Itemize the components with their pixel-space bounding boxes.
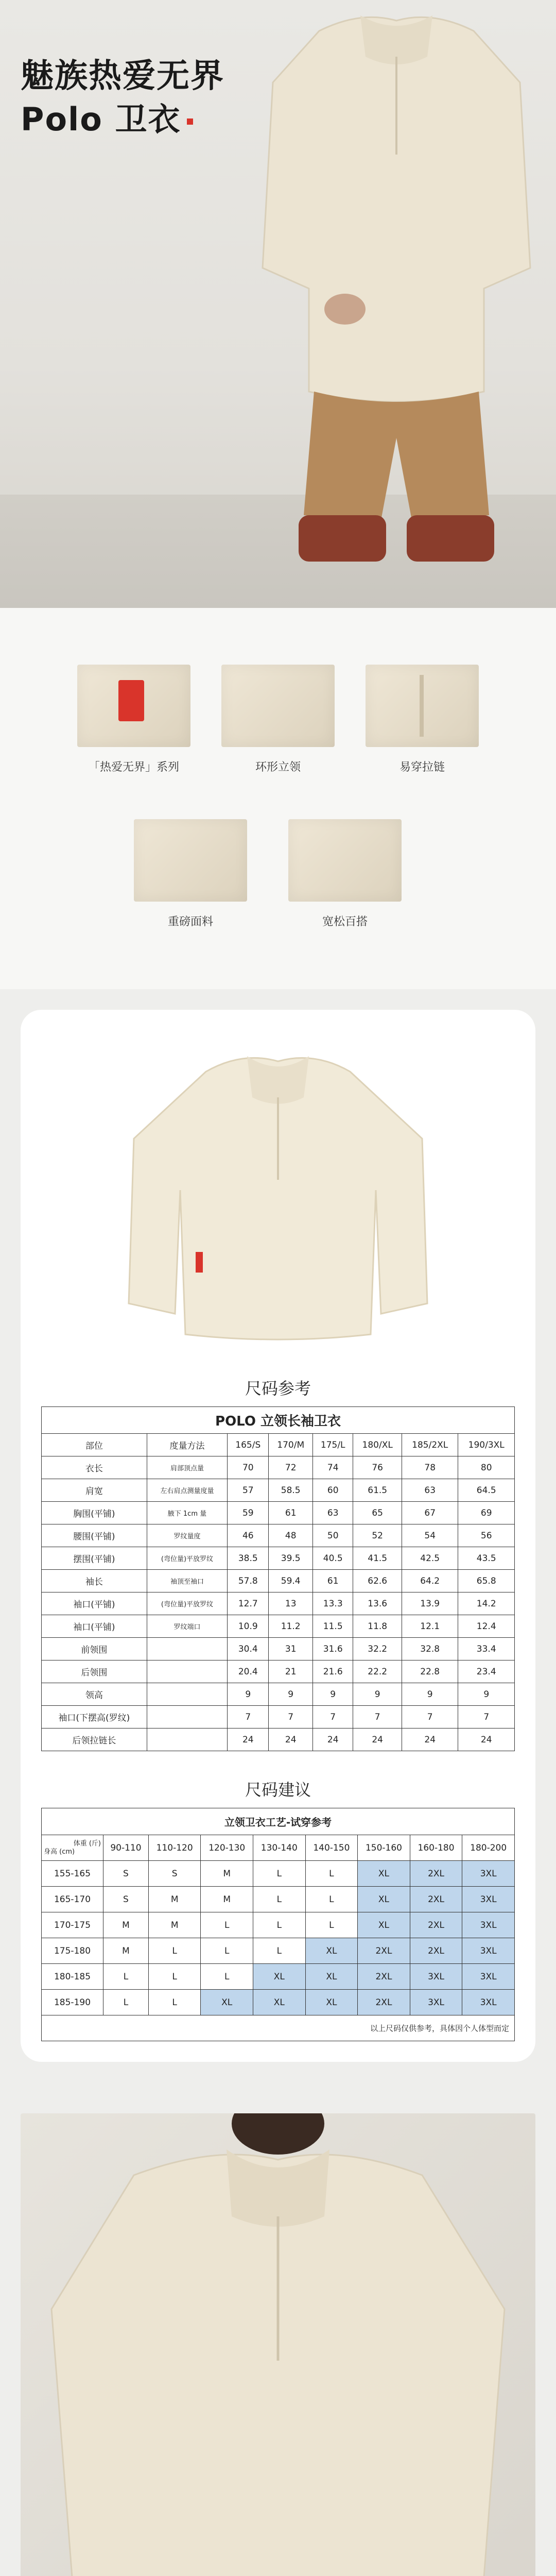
size-ref-row	[42, 1660, 515, 1683]
size-value-cell: 13	[269, 1592, 313, 1615]
size-value-cell: 70	[228, 1456, 269, 1479]
suggest-size-cell: 2XL	[358, 1990, 410, 2015]
suggest-size-cell: S	[103, 1887, 149, 1912]
suggest-size-cell: XL	[253, 1990, 306, 2015]
size-value-cell: 7	[353, 1706, 402, 1728]
suggest-size-cell: 2XL	[358, 1964, 410, 1990]
size-value-cell: 65	[353, 1502, 402, 1524]
size-suggest-row	[42, 1964, 515, 1990]
size-value-cell: 9	[402, 1683, 458, 1706]
size-value-cell: 61	[313, 1570, 353, 1592]
size-suggest-table	[41, 1808, 515, 2041]
size-ref-body	[42, 1456, 515, 1751]
size-value-cell: 12.1	[402, 1615, 458, 1638]
part-cell: 袖口(平铺)	[42, 1592, 147, 1615]
part-cell: 肩宽	[42, 1479, 147, 1502]
hero-banner	[0, 0, 556, 608]
suggest-size-cell: XL	[358, 1861, 410, 1887]
size-ref-row	[42, 1547, 515, 1570]
size-value-cell: 22.2	[353, 1660, 402, 1683]
suggest-size-cell: M	[201, 1861, 253, 1887]
suggest-size-cell: XL	[358, 1887, 410, 1912]
size-ref-row	[42, 1728, 515, 1751]
size-value-cell: 21.6	[313, 1660, 353, 1683]
suggest-size-cell: L	[148, 1990, 201, 2015]
size-value-cell: 24	[269, 1728, 313, 1751]
suggest-size-cell: L	[305, 1887, 358, 1912]
size-value-cell: 30.4	[228, 1638, 269, 1660]
size-value-cell: 11.5	[313, 1615, 353, 1638]
size-value-cell: 38.5	[228, 1547, 269, 1570]
red-dot-accent	[187, 118, 193, 125]
size-ref-table	[41, 1406, 515, 1751]
size-value-cell: 57.8	[228, 1570, 269, 1592]
method-cell: 肩部顶点量	[147, 1456, 227, 1479]
corner-weight-label: 体重 (斤)	[73, 1839, 101, 1848]
part-cell: 后领围	[42, 1660, 147, 1683]
hero-model-illustration	[242, 0, 551, 608]
suggest-size-cell: 2XL	[410, 1887, 462, 1912]
weight-header-cell: 140-150	[305, 1835, 358, 1861]
feature-fabric-caption: 重磅面料	[167, 916, 213, 928]
size-value-cell: 76	[353, 1456, 402, 1479]
size-chart-section	[0, 989, 556, 2093]
method-cell: (弯位量)平放罗纹	[147, 1592, 227, 1615]
size-value-cell: 31	[269, 1638, 313, 1660]
suggest-size-cell: XL	[358, 1912, 410, 1938]
feature-zipper	[366, 665, 479, 774]
part-cell: 衣长	[42, 1456, 147, 1479]
size-value-cell: 74	[313, 1456, 353, 1479]
part-cell: 袖口(下摆高(罗纹)	[42, 1706, 147, 1728]
suggest-size-cell: 3XL	[462, 1861, 515, 1887]
feature-collar	[221, 665, 335, 774]
part-cell: 袖长	[42, 1570, 147, 1592]
size-ref-row	[42, 1456, 515, 1479]
size-ref-row	[42, 1570, 515, 1592]
size-value-cell: 7	[402, 1706, 458, 1728]
size-value-cell: 24	[402, 1728, 458, 1751]
feature-fabric-image	[134, 819, 247, 902]
size-value-cell: 46	[228, 1524, 269, 1547]
size-value-cell: 50	[313, 1524, 353, 1547]
height-cell: 175-180	[42, 1938, 103, 1964]
suggest-size-cell: L	[201, 1912, 253, 1938]
size-value-cell: 24	[313, 1728, 353, 1751]
suggest-size-cell: 3XL	[410, 1964, 462, 1990]
header-cell: 部位	[42, 1434, 147, 1456]
model-photos-section	[0, 2093, 556, 2576]
hero-title	[21, 57, 224, 139]
size-value-cell: 22.8	[402, 1660, 458, 1683]
suggest-size-cell: XL	[201, 1990, 253, 2015]
header-cell: 175/L	[313, 1434, 353, 1456]
size-value-cell: 23.4	[458, 1660, 515, 1683]
weight-header-cell: 160-180	[410, 1835, 462, 1861]
feature-fit-caption: 宽松百搭	[322, 916, 368, 928]
method-cell	[147, 1706, 227, 1728]
suggest-size-cell: S	[103, 1861, 149, 1887]
size-suggest-row	[42, 1887, 515, 1912]
size-value-cell: 12.7	[228, 1592, 269, 1615]
size-ref-header-row	[42, 1434, 515, 1456]
weight-header-cell: 150-160	[358, 1835, 410, 1861]
feature-grid	[0, 608, 556, 989]
size-value-cell: 63	[313, 1502, 353, 1524]
feature-zipper-caption: 易穿拉链	[399, 761, 445, 774]
suggest-size-cell: M	[103, 1912, 149, 1938]
size-value-cell: 13.9	[402, 1592, 458, 1615]
suggest-size-cell: L	[305, 1861, 358, 1887]
size-value-cell: 59.4	[269, 1570, 313, 1592]
size-value-cell: 41.5	[353, 1547, 402, 1570]
weight-header-cell: 110-120	[148, 1835, 201, 1861]
part-cell: 摆围(平铺)	[42, 1547, 147, 1570]
suggest-size-cell: L	[253, 1912, 306, 1938]
part-cell: 后领拉链长	[42, 1728, 147, 1751]
size-suggest-row	[42, 1861, 515, 1887]
size-value-cell: 7	[313, 1706, 353, 1728]
suggest-size-cell: 3XL	[462, 1938, 515, 1964]
suggest-size-cell: 3XL	[462, 1964, 515, 1990]
size-value-cell: 39.5	[269, 1547, 313, 1570]
suggest-size-cell: M	[103, 1938, 149, 1964]
size-value-cell: 9	[228, 1683, 269, 1706]
corner-cell	[42, 1835, 103, 1861]
height-cell: 155-165	[42, 1861, 103, 1887]
height-cell: 180-185	[42, 1964, 103, 1990]
suggest-size-cell: L	[103, 1964, 149, 1990]
height-cell: 185-190	[42, 1990, 103, 2015]
suggest-size-cell: L	[148, 1938, 201, 1964]
hero-title-line2: Polo 卫衣	[21, 100, 181, 138]
height-cell: 170-175	[42, 1912, 103, 1938]
header-cell: 185/2XL	[402, 1434, 458, 1456]
header-cell: 180/XL	[353, 1434, 402, 1456]
size-value-cell: 11.2	[269, 1615, 313, 1638]
tag-label-icon	[118, 680, 144, 721]
model-photo-large	[21, 2113, 535, 2576]
size-suggest-body	[42, 1861, 515, 2015]
suggest-size-cell: 2XL	[410, 1912, 462, 1938]
header-cell: 165/S	[228, 1434, 269, 1456]
suggest-size-cell: L	[103, 1990, 149, 2015]
size-value-cell: 60	[313, 1479, 353, 1502]
size-value-cell: 62.6	[353, 1570, 402, 1592]
suggest-size-cell: 3XL	[462, 1990, 515, 2015]
size-value-cell: 43.5	[458, 1547, 515, 1570]
method-cell: 罗纹端口	[147, 1615, 227, 1638]
method-cell	[147, 1728, 227, 1751]
size-value-cell: 13.3	[313, 1592, 353, 1615]
sweatshirt-icon	[118, 1036, 438, 1345]
suggest-size-cell: XL	[305, 1990, 358, 2015]
method-cell: 罗纹量度	[147, 1524, 227, 1547]
feature-series-caption: 「热爱无界」系列	[88, 761, 179, 774]
size-value-cell: 64.2	[402, 1570, 458, 1592]
size-suggest-table-title: 立领卫衣工艺-试穿参考	[42, 1808, 515, 1835]
size-suggest-row	[42, 1912, 515, 1938]
size-suggest-header-row	[42, 1835, 515, 1861]
size-ref-row	[42, 1592, 515, 1615]
size-ref-row	[42, 1502, 515, 1524]
size-value-cell: 13.6	[353, 1592, 402, 1615]
size-value-cell: 61	[269, 1502, 313, 1524]
suggest-size-cell: 3XL	[462, 1887, 515, 1912]
size-value-cell: 21	[269, 1660, 313, 1683]
size-value-cell: 58.5	[269, 1479, 313, 1502]
size-suggest-note: 以上尺码仅供参考，具体因个人体型而定	[42, 2015, 515, 2041]
size-value-cell: 63	[402, 1479, 458, 1502]
suggest-size-cell: L	[253, 1887, 306, 1912]
size-value-cell: 59	[228, 1502, 269, 1524]
size-value-cell: 42.5	[402, 1547, 458, 1570]
size-value-cell: 32.2	[353, 1638, 402, 1660]
feature-collar-caption: 环形立领	[255, 761, 301, 774]
corner-height-label: 身高 (cm)	[44, 1848, 75, 1856]
feature-fit	[288, 819, 402, 929]
size-value-cell: 12.4	[458, 1615, 515, 1638]
size-value-cell: 56	[458, 1524, 515, 1547]
size-value-cell: 33.4	[458, 1638, 515, 1660]
size-value-cell: 40.5	[313, 1547, 353, 1570]
suggest-size-cell: XL	[253, 1964, 306, 1990]
suggest-size-cell: L	[201, 1964, 253, 1990]
suggest-size-cell: L	[253, 1861, 306, 1887]
suggest-size-cell: L	[253, 1938, 306, 1964]
size-value-cell: 9	[353, 1683, 402, 1706]
size-chart-card	[21, 1010, 535, 2062]
size-value-cell: 7	[269, 1706, 313, 1728]
size-value-cell: 20.4	[228, 1660, 269, 1683]
size-value-cell: 48	[269, 1524, 313, 1547]
size-value-cell: 57	[228, 1479, 269, 1502]
part-cell: 胸围(平铺)	[42, 1502, 147, 1524]
size-value-cell: 52	[353, 1524, 402, 1547]
weight-header-cell: 180-200	[462, 1835, 515, 1861]
header-cell: 170/M	[269, 1434, 313, 1456]
weight-header-cell: 120-130	[201, 1835, 253, 1861]
size-value-cell: 54	[402, 1524, 458, 1547]
method-cell: (弯位量)平放罗纹	[147, 1547, 227, 1570]
size-value-cell: 9	[458, 1683, 515, 1706]
size-value-cell: 72	[269, 1456, 313, 1479]
size-value-cell: 14.2	[458, 1592, 515, 1615]
header-cell: 度量方法	[147, 1434, 227, 1456]
weight-header-cell: 90-110	[103, 1835, 149, 1861]
size-value-cell: 24	[458, 1728, 515, 1751]
size-suggest-row	[42, 1990, 515, 2015]
method-cell: 袖顶至袖口	[147, 1570, 227, 1592]
method-cell	[147, 1683, 227, 1706]
size-value-cell: 24	[228, 1728, 269, 1751]
method-cell: 腋下 1cm 量	[147, 1502, 227, 1524]
suggest-size-cell: M	[148, 1887, 201, 1912]
method-cell	[147, 1660, 227, 1683]
product-flat-image	[21, 1025, 535, 1355]
suggest-size-cell: 2XL	[410, 1861, 462, 1887]
header-cell: 190/3XL	[458, 1434, 515, 1456]
size-value-cell: 7	[228, 1706, 269, 1728]
size-value-cell: 69	[458, 1502, 515, 1524]
size-value-cell: 10.9	[228, 1615, 269, 1638]
part-cell: 腰围(平铺)	[42, 1524, 147, 1547]
size-ref-title: 尺码参考	[245, 1379, 311, 1398]
suggest-size-cell: 2XL	[410, 1938, 462, 1964]
feature-series	[77, 665, 190, 774]
suggest-size-cell: XL	[305, 1964, 358, 1990]
size-value-cell: 9	[313, 1683, 353, 1706]
size-ref-row	[42, 1706, 515, 1728]
size-value-cell: 31.6	[313, 1638, 353, 1660]
suggest-size-cell: XL	[305, 1938, 358, 1964]
feature-zipper-image	[366, 665, 479, 747]
zipper-icon	[420, 675, 424, 737]
size-value-cell: 80	[458, 1456, 515, 1479]
size-ref-row	[42, 1638, 515, 1660]
size-suggest-title: 尺码建议	[245, 1780, 311, 1800]
size-value-cell: 24	[353, 1728, 402, 1751]
size-ref-row	[42, 1683, 515, 1706]
size-ref-row	[42, 1524, 515, 1547]
size-suggest-row	[42, 1938, 515, 1964]
suggest-size-cell: L	[201, 1938, 253, 1964]
size-value-cell: 11.8	[353, 1615, 402, 1638]
feature-series-image	[77, 665, 190, 747]
suggest-size-cell: M	[148, 1912, 201, 1938]
part-cell: 前领围	[42, 1638, 147, 1660]
suggest-size-cell: 2XL	[358, 1938, 410, 1964]
suggest-size-cell: L	[148, 1964, 201, 1990]
model-upper-body-illustration	[21, 2113, 535, 2576]
size-value-cell: 65.8	[458, 1570, 515, 1592]
size-value-cell: 9	[269, 1683, 313, 1706]
feature-collar-image	[221, 665, 335, 747]
suggest-size-cell: L	[305, 1912, 358, 1938]
part-cell: 领高	[42, 1683, 147, 1706]
size-value-cell: 78	[402, 1456, 458, 1479]
hero-title-line1: 魅族热爱无界	[21, 57, 224, 95]
size-ref-row	[42, 1615, 515, 1638]
method-cell: 左右肩点测量度量	[147, 1479, 227, 1502]
feature-fabric	[134, 819, 247, 929]
size-value-cell: 61.5	[353, 1479, 402, 1502]
size-value-cell: 67	[402, 1502, 458, 1524]
suggest-size-cell: 3XL	[462, 1912, 515, 1938]
method-cell	[147, 1638, 227, 1660]
size-value-cell: 64.5	[458, 1479, 515, 1502]
suggest-size-cell: S	[148, 1861, 201, 1887]
part-cell: 袖口(平铺)	[42, 1615, 147, 1638]
size-ref-table-title: POLO 立领长袖卫衣	[42, 1407, 515, 1434]
feature-fit-image	[288, 819, 402, 902]
size-value-cell: 7	[458, 1706, 515, 1728]
suggest-size-cell: 3XL	[410, 1990, 462, 2015]
suggest-size-cell: M	[201, 1887, 253, 1912]
size-value-cell: 32.8	[402, 1638, 458, 1660]
size-ref-row	[42, 1479, 515, 1502]
height-cell: 165-170	[42, 1887, 103, 1912]
weight-header-cell: 130-140	[253, 1835, 306, 1861]
